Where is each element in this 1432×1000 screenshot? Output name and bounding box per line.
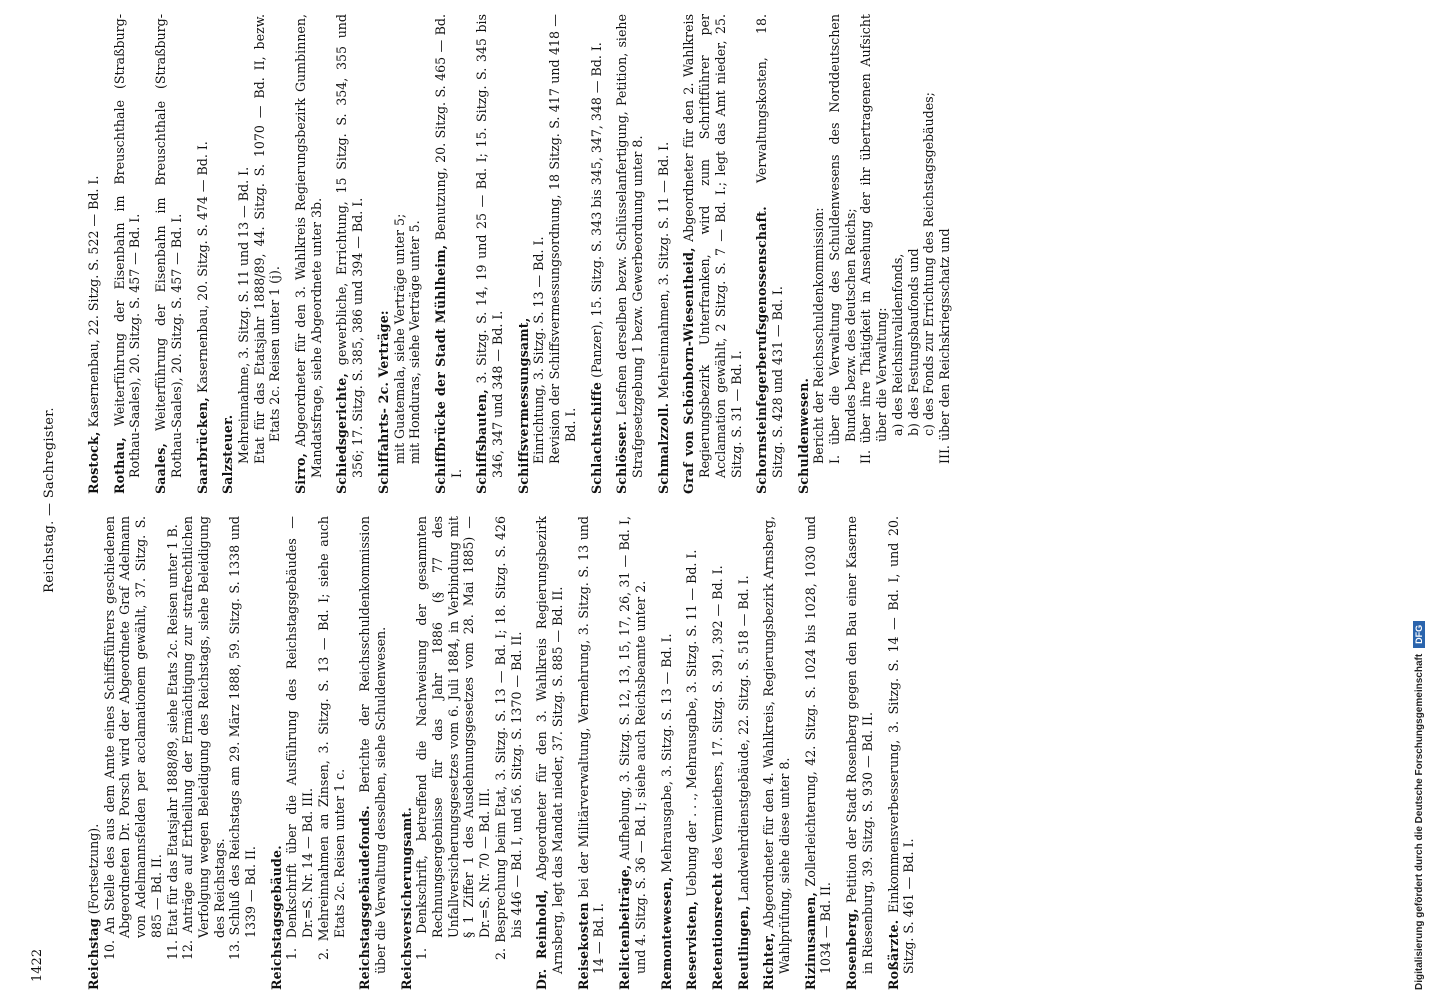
- entry-text: Abgeordneter für den 4. Wahlkreis, Regierungsbezirk Arnsberg, Wahlprüfung, siehe diese unter 8.: [761, 516, 793, 974]
- sub-entry-text: Denkschrift über die Ausführung des Reichstagsgebäudes — Dr.=S. Nr. 14 — Bd. III.: [284, 516, 316, 939]
- sub-entry: [284, 516, 315, 974]
- entry-text: Weiterführung der Eisenbahn im Breuschthale (Straßburg-Rothau-Saales), 20. Sitzg. S. 457 — Bd. I.: [111, 14, 143, 478]
- sub-entry-number: 2.: [492, 947, 508, 960]
- entry-text: Einkommensverbesserung, 3. Sitzg. S. 14 — Bd. I, und 20. Sitzg. S. 461 — Bd. I.: [885, 516, 917, 974]
- running-head: Reichstag. — Sachregister.: [42, 407, 57, 593]
- entry-text: Lesfnen derselben bezw. Schlüsselanfertigung, Petition, siehe Strafgesetzgebung 1 bezw. Gewerbeordnung unter 8.: [614, 14, 645, 478]
- index-entry: [220, 14, 283, 494]
- sub-entry-text: Einrichtung, 3. Sitzg. S. 13 — Bd. I.: [531, 236, 547, 464]
- sub-entry-text: Anträge auf Ertheilung der Ermächtigung zur strafrechtlichen Verfolgung wegen Beleidigung des Reichstags, siehe Beleidigung des Reichstags.: [180, 516, 227, 938]
- sub-entry-text: Besprechung beim Etat, 3. Sitzg. S. 13 — Bd. I; 18. Sitzg. S. 426 bis 446 — Bd. I, und 56. Sitzg. S. 1370 — Bd. II.: [492, 516, 524, 943]
- entry-head: Saales,: [153, 442, 169, 494]
- entry-head: Reservisten,: [684, 900, 700, 990]
- index-entry: [534, 516, 565, 990]
- entry-head: Richter,: [761, 932, 777, 990]
- sub-entry-number: b): [905, 423, 921, 436]
- index-entry: [589, 14, 605, 494]
- sub-entry-text: Schluß des Reichstags am 29. März 1888, 59. Sitzg. S. 1338 und 1339 — Bd. II.: [227, 516, 259, 938]
- sub-entry-text: über die Verwaltung des Schuldenwesens des Norddeutschen Bundes bezw. des deutschen Reichs;: [827, 14, 858, 446]
- sub-entry-number: II.: [858, 450, 874, 464]
- sub-entry: [252, 14, 283, 478]
- sub-entry-text: Etat für das Etatsjahr 1888/89, siehe Etats 2c. Reisen unter 1 B.: [164, 524, 180, 936]
- sub-entry-number: a): [889, 423, 905, 436]
- entry-head: Reichstagsgebäude.: [268, 845, 284, 990]
- sub-entry-text: über ihre Thätigkeit in Ansehung der ihr übertragenen Aufsicht über die Verwaltung:: [858, 14, 890, 444]
- sub-entry-number: I.: [827, 455, 843, 464]
- index-entry: [886, 516, 917, 990]
- entry-text: Zollerleichterung, 42. Sitzg. S. 1024 bis 1028, 1030 und 1034 — Bd. II.: [802, 516, 834, 974]
- entry-text: Petition der Stadt Rosenberg gegen den Bau einer Kaserne in Riesenburg, 39. Sitzg. S. 930 — Bd. II.: [844, 516, 875, 974]
- sub-entry: [921, 14, 937, 478]
- sub-entry-text: über den Reichskriegsschatz und: [936, 228, 952, 442]
- index-entry: [736, 516, 752, 990]
- index-entry: [399, 516, 525, 990]
- index-entry: [112, 14, 143, 494]
- index-entry: [293, 14, 324, 494]
- sub-entry-text: Mehreinnahmen an Zinsen, 3. Sitzg. S. 13 — Bd. I; siehe auch Etats 2c. Reisen unter 1 c.: [315, 516, 347, 942]
- sub-entry-number: 1.: [414, 947, 430, 960]
- sub-entry-text: des Fonds zur Errichtung des Reichstagsgebäudes;: [921, 92, 937, 421]
- sub-entry-text: des Festungsbaufonds und: [905, 248, 921, 419]
- index-entry: [474, 14, 505, 494]
- sub-entry-number: 11.: [164, 939, 180, 960]
- entry-head: Schiffbrücke der Stadt Mühlheim,: [432, 244, 448, 494]
- sub-entry-text: Mehreinnahme, 3. Sitzg. S. 11 und 13 — Bd. I.: [235, 166, 251, 464]
- index-entry: [803, 516, 834, 990]
- index-entry: [195, 14, 211, 494]
- entry-text: Mehreinnahmen, 3. Sitzg. S. 11 — Bd. I.: [655, 141, 671, 399]
- dfg-logo: DFG: [1413, 621, 1425, 648]
- sub-entry: [906, 14, 922, 478]
- entry-head: Graf von Schönborn-Wiesentheid,: [681, 247, 697, 494]
- sub-entry: [547, 14, 578, 478]
- entry-text: Landwehrdienstgebäude, 22. Sitzg. S. 518 — Bd. I.: [735, 575, 751, 902]
- index-entry: [656, 14, 672, 494]
- index-entry: [684, 516, 700, 990]
- sub-entry-number: III.: [936, 445, 952, 464]
- entry-text: Abgeordneter für den 3. Wahlkreis Regierungsbezirk Arnsberg, legt das Mandat nieder, 37. Sitzg. S. 885 — Bd. II.: [534, 516, 565, 974]
- entry-head: Rostock,: [86, 431, 101, 494]
- sub-entry: [890, 14, 906, 478]
- entry-head: Schornsteinfegerberufsgenossenschaft.: [754, 206, 770, 494]
- index-entry: [153, 14, 184, 494]
- entry-head: Schiffsvermessungsamt,: [515, 317, 531, 494]
- entry-text: des Vermiethers, 17. Sitzg. S. 391, 392 — Bd. I.: [709, 565, 725, 869]
- sub-entry-text: An Stelle des aus dem Amte eines Schiffsführers geschiedenen Abgeordneten Dr. Porsch wird der Abgeordnete Graf Adelmann von Adelmannsfelden per acclamationem gewählt, 37. Sitzg. S. 885 — Bd. II.: [101, 516, 164, 938]
- sub-entry: [493, 516, 524, 974]
- sub-entry: [165, 516, 181, 974]
- index-entry: [681, 14, 744, 494]
- sub-entry-text: Revision der Schiffsvermessungsordnung, 18 Sitzg. S. 417 und 418 — Bd. I.: [547, 14, 578, 464]
- entry-text: Kasernenbau, 22. Sitzg. S. 522 — Bd. I.: [86, 175, 101, 428]
- sub-entry: [937, 14, 953, 478]
- sub-entry-text: Etat für das Etatsjahr 1888/89, 44. Sitzg. S. 1070 — Bd. II, bezw. Etats 2c. Reisen unter 1 (j).: [251, 14, 283, 464]
- index-entry: [796, 14, 953, 494]
- entry-text: Aufhebung, 3. Sitzg. S. 12, 13, 15, 17, 26, 31 — Bd. I, und 4. Sitzg. S. 36 — Bd. I; siehe auch Reichsbeamte unter 2.: [617, 516, 648, 974]
- sub-entry-number: 10.: [101, 939, 117, 960]
- entry-head: Schiffahrts- 2c. Verträge:: [375, 310, 391, 494]
- entry-head: Schlösser.: [614, 420, 630, 494]
- entry-head: Schiffsbauten,: [474, 389, 490, 494]
- entry-text: Mehrausgabe, 3. Sitzg. S. 13 — Bd. I.: [658, 633, 674, 873]
- index-entry: [269, 516, 348, 990]
- entry-text: Berichte der Reichsschuldenkommission über die Verwaltung desselben, siehe Schuldenwesen.: [357, 516, 388, 974]
- entry-head: Reichstag: [86, 918, 101, 990]
- sub-entry: [180, 516, 227, 974]
- entry-text: Benutzung, 20. Sitzg. S. 465 — Bd. I.: [432, 14, 464, 478]
- left-column: [86, 516, 1306, 990]
- index-entry: [86, 516, 259, 990]
- entry-text: gewerbliche, Errichtung, 15 Sitzg. S. 354, 355 und 356; 17. Sitzg. S. 385, 386 und 394 — Bd. I.: [334, 14, 366, 478]
- sub-entry: [392, 14, 408, 478]
- sub-entry: [827, 14, 858, 478]
- entry-text: Verwaltungskosten, 18. Sitzg. S. 428 und 431 — Bd. I.: [754, 14, 785, 478]
- entry-text: 3. Sitzg. S. 14, 19 und 25 — Bd. I; 15. Sitzg. S. 345 bis 346, 347 und 348 — Bd. I.: [474, 14, 506, 478]
- index-entry: [357, 516, 388, 990]
- index-entry: [433, 14, 464, 494]
- sub-entry: [227, 516, 258, 974]
- entry-text: Abgeordneter für den 3. Wahlkreis Regierungsbezirk Gumbinnen, Mandatsfrage, siehe Abgeordnete unter 3b.: [293, 14, 324, 478]
- sub-entry-text: Denkschrift, betreffend die Nachweisung der gesammten Rechnungsergebnisse für das Jahr 1886 (§ 77 des Unfallversicherungsgesetzes vom 6. Juli 1884, in Verbindung mit § 1 Ziffer 1 des Ausdehnungsgesetzes vom 28. Mai 1885) — Dr.=S. Nr. 70 — Bd. III.: [414, 516, 493, 938]
- entry-text: bei der Militärverwaltung, Vermehrung, 3. Sitzg. S. 13 und 14 — Bd. I.: [575, 516, 607, 974]
- sub-entry-number: 2.: [315, 947, 331, 960]
- page-number: 1422: [30, 948, 45, 982]
- index-entry: [617, 516, 648, 990]
- index-entry: [614, 14, 645, 494]
- sub-entry-number: 13.: [227, 939, 243, 960]
- entry-head: Relictenbeiträge,: [617, 864, 633, 990]
- entry-head: Reutlingen,: [735, 905, 751, 990]
- entry-head: Retentionsrecht: [709, 872, 725, 990]
- entry-head: Remontewesen,: [658, 876, 674, 990]
- entry-head: Salzsteuer.: [220, 414, 236, 494]
- sub-entry-number: 1.: [284, 947, 300, 960]
- index-entry: [86, 14, 102, 494]
- sub-entry-text: des Reichsinvalidenfonds,: [889, 253, 905, 420]
- dfg-credit-text: Digitalisierung gefördert durch die Deutsche Forschungsgemeinschaft: [1413, 653, 1425, 990]
- digitization-sidebar: [1406, 0, 1432, 1000]
- entry-text: Abgeordneter für den 2. Wahlkreis Regierungsbezirk Unterfranken, wird zum Schriftführer per Acclamation gewählt, 2 Sitzg. S. 7 — Bd. I.; legt das Amt nieder, 25. Sitzg. S. 31 — Bd. I.: [681, 14, 744, 478]
- index-entry: [710, 516, 726, 990]
- entry-head: Reichstagsgebäudefonds.: [357, 805, 373, 990]
- entry-text: Weiterführung der Eisenbahn im Breuschthale (Straßburg-Rothau-Saales), 20. Sitzg. S. 457 — Bd. I.: [153, 14, 184, 478]
- entry-head: Reichsversicherungsamt.: [398, 807, 414, 990]
- sub-entry-number: 12.: [180, 939, 196, 960]
- entry-head: Roßärzte.: [885, 919, 901, 990]
- entry-head: Schuldenwesen.: [795, 377, 811, 494]
- sub-entry-text: mit Honduras, siehe Verträge unter 5.: [407, 220, 423, 464]
- entry-text: (Panzer), 15. Sitzg. S. 343 bis 345, 347, 348 — Bd. I.: [588, 42, 604, 378]
- index-entry: [576, 516, 607, 990]
- sub-entry: [407, 14, 423, 478]
- sub-entry: [236, 14, 252, 478]
- sub-entry-text: mit Guatemala, siehe Verträge unter 5;: [391, 213, 407, 464]
- entry-head: Schmalzzoll.: [655, 402, 671, 494]
- sub-entry: [414, 516, 493, 974]
- sub-entry: [531, 14, 547, 478]
- entry-head: Reisekosten: [575, 902, 591, 990]
- entry-head: Sirro,: [293, 452, 309, 494]
- sub-entry: [316, 516, 347, 974]
- right-column: [86, 14, 1306, 494]
- sub-entry-text: Bericht der Reichsschuldenkommission:: [811, 207, 827, 464]
- entry-head: Schlachtschiffe: [588, 381, 604, 494]
- sub-entry-number: c): [921, 424, 937, 436]
- entry-head: Schiedsgerichte,: [334, 372, 350, 494]
- sub-entry: [102, 516, 165, 974]
- entry-head: Rizinusamen,: [802, 891, 818, 990]
- entry-head: Dr. Reinhold,: [534, 889, 550, 990]
- index-entry: [659, 516, 675, 990]
- index-entry: [754, 14, 785, 494]
- entry-head: Saarbrücken,: [194, 397, 210, 494]
- entry-text: (Fortsetzung).: [86, 823, 101, 915]
- sub-entry: [811, 14, 827, 478]
- entry-text: Uebung der . . ., Mehrausgabe, 3. Sitzg. S. 11 — Bd. I.: [684, 549, 700, 897]
- index-entry: [516, 14, 579, 494]
- index-entry: [334, 14, 365, 494]
- index-entry: [376, 14, 423, 494]
- sub-entry: [858, 14, 889, 478]
- entry-head: Rothau,: [111, 437, 127, 494]
- index-entry: [761, 516, 792, 990]
- entry-text: Kasernenbau, 20. Sitzg. S. 474 — Bd. I.: [194, 141, 210, 393]
- index-entry: [844, 516, 875, 990]
- entry-head: Rosenberg,: [844, 908, 860, 990]
